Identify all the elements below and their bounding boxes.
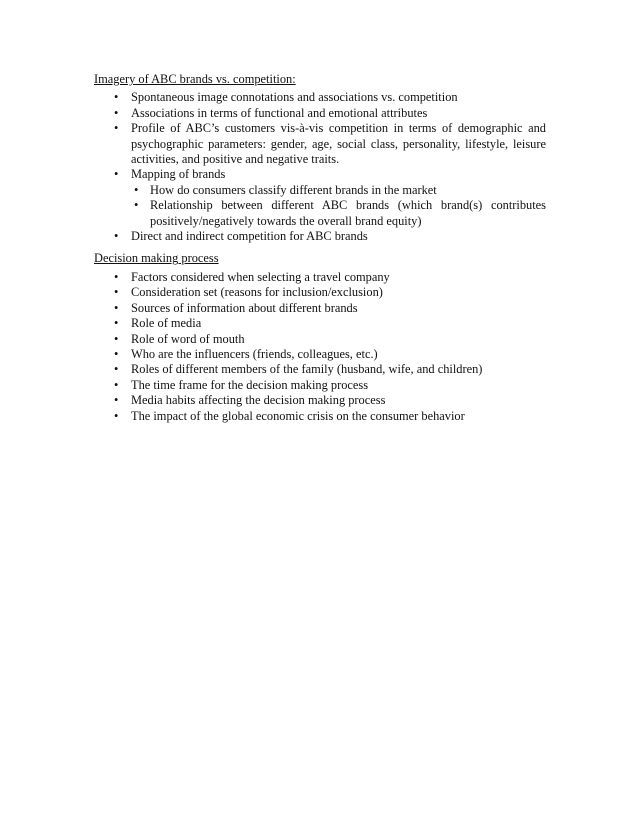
list-item-text: Who are the influencers (friends, colleagues, etc.)	[131, 346, 378, 361]
list-item	[94, 378, 546, 393]
bullet-icon: •	[114, 300, 119, 315]
bullet-icon: •	[114, 331, 119, 346]
list-item-text: Spontaneous image connotations and associations vs. competition	[131, 90, 458, 105]
section-imagery	[94, 72, 546, 244]
document-body	[94, 72, 546, 424]
sub-list-item-text: How do consumers classify different brands in the market	[150, 182, 437, 197]
bullet-icon: •	[114, 316, 119, 331]
bullet-icon: •	[114, 167, 119, 182]
list-item-text: Consideration set (reasons for inclusion/exclusion)	[131, 285, 383, 300]
list-item	[94, 229, 546, 244]
bullet-list	[94, 270, 546, 424]
bullet-icon: •	[134, 198, 139, 213]
bullet-icon: •	[114, 121, 119, 136]
bullet-icon: •	[114, 285, 119, 300]
section-decision-making	[94, 251, 546, 423]
bullet-list	[94, 90, 546, 244]
bullet-icon: •	[114, 269, 119, 284]
bullet-icon: •	[114, 408, 119, 423]
bullet-icon: •	[114, 362, 119, 377]
list-item-text: Factors considered when selecting a travel company	[131, 269, 390, 284]
bullet-icon: •	[114, 90, 119, 105]
list-item	[94, 90, 546, 105]
list-item	[94, 106, 546, 121]
list-item-text: Associations in terms of functional and emotional attributes	[131, 105, 428, 120]
list-item	[94, 316, 546, 331]
section-heading: Imagery of ABC brands vs. competition:	[94, 72, 296, 86]
list-item-text: Direct and indirect competition for ABC brands	[131, 229, 368, 244]
list-item	[94, 167, 546, 229]
sub-bullet-list	[131, 183, 546, 229]
list-item	[94, 409, 546, 424]
list-item	[94, 347, 546, 362]
list-item-text: The time frame for the decision making process	[131, 377, 369, 392]
bullet-icon: •	[114, 105, 119, 120]
list-item-text: Media habits affecting the decision making process	[131, 393, 386, 408]
bullet-icon: •	[114, 393, 119, 408]
sub-list-item-text: Relationship between different ABC brands (which brand(s) contributes positively/negatively towards the overall brand equity)	[150, 198, 546, 228]
list-item	[94, 362, 546, 377]
list-item	[94, 270, 546, 285]
list-item-text: The impact of the global economic crisis on the consumer behavior	[131, 408, 465, 423]
section-heading: Decision making process	[94, 251, 219, 266]
list-item	[94, 301, 546, 316]
list-item-text: Sources of information about different brands	[131, 300, 358, 315]
list-item	[94, 285, 546, 300]
bullet-icon: •	[114, 377, 119, 392]
list-item	[94, 121, 546, 167]
bullet-icon: •	[114, 346, 119, 361]
list-item-text: Role of word of mouth	[131, 331, 245, 346]
bullet-icon: •	[114, 229, 119, 244]
list-item-text: Role of media	[131, 316, 202, 331]
list-item-text: Mapping of brands	[131, 167, 226, 182]
bullet-icon: •	[134, 182, 139, 197]
sub-list-item	[131, 198, 546, 229]
sub-list-item	[131, 183, 546, 198]
list-item-text: Profile of ABC’s customers vis-à-vis competition in terms of demographic and psychographic parameters: gender, age, social class, personality, lifestyle, leisure activities, and positive and negative traits.	[131, 121, 546, 167]
list-item-text: Roles of different members of the family (husband, wife, and children)	[131, 362, 483, 377]
list-item	[94, 332, 546, 347]
list-item	[94, 393, 546, 408]
